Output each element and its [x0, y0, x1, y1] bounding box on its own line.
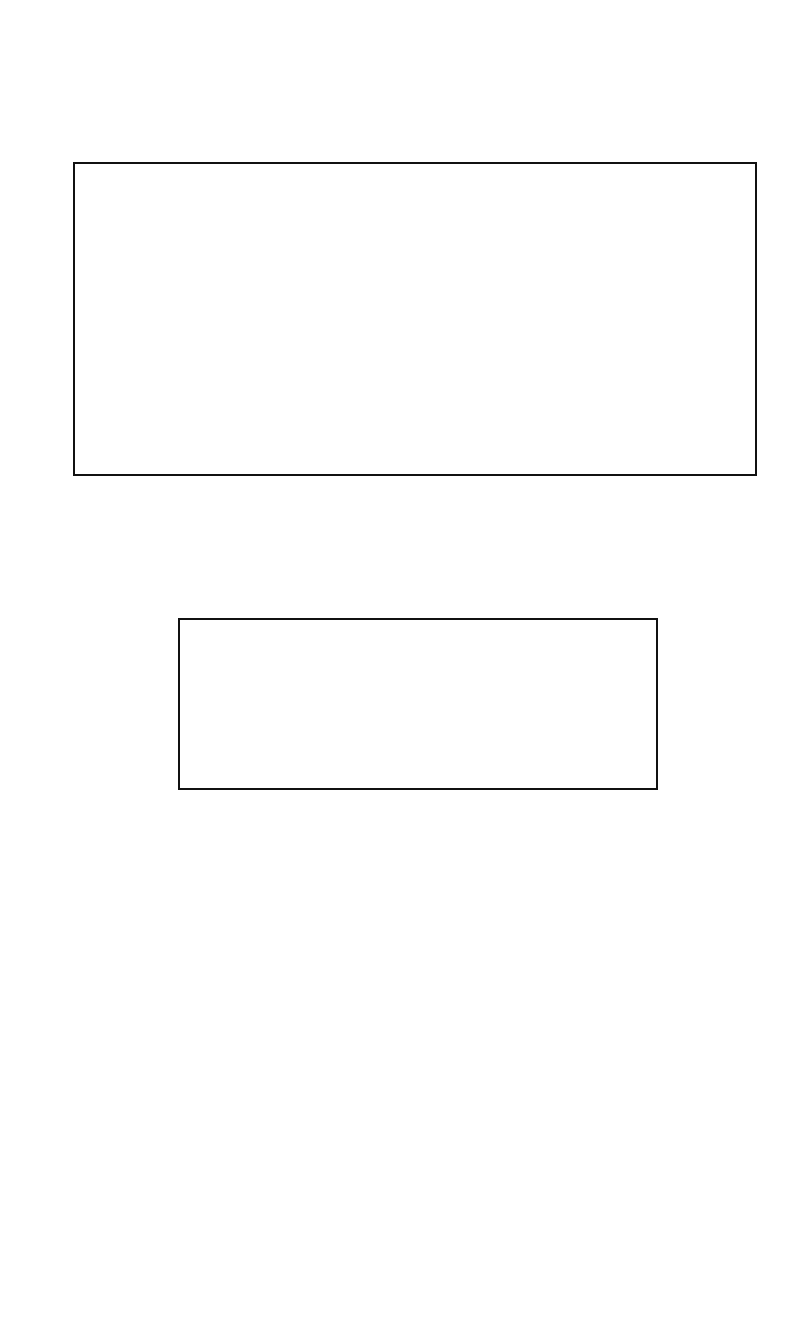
milk-samples-table [73, 162, 757, 476]
tubercle-table [178, 618, 658, 790]
